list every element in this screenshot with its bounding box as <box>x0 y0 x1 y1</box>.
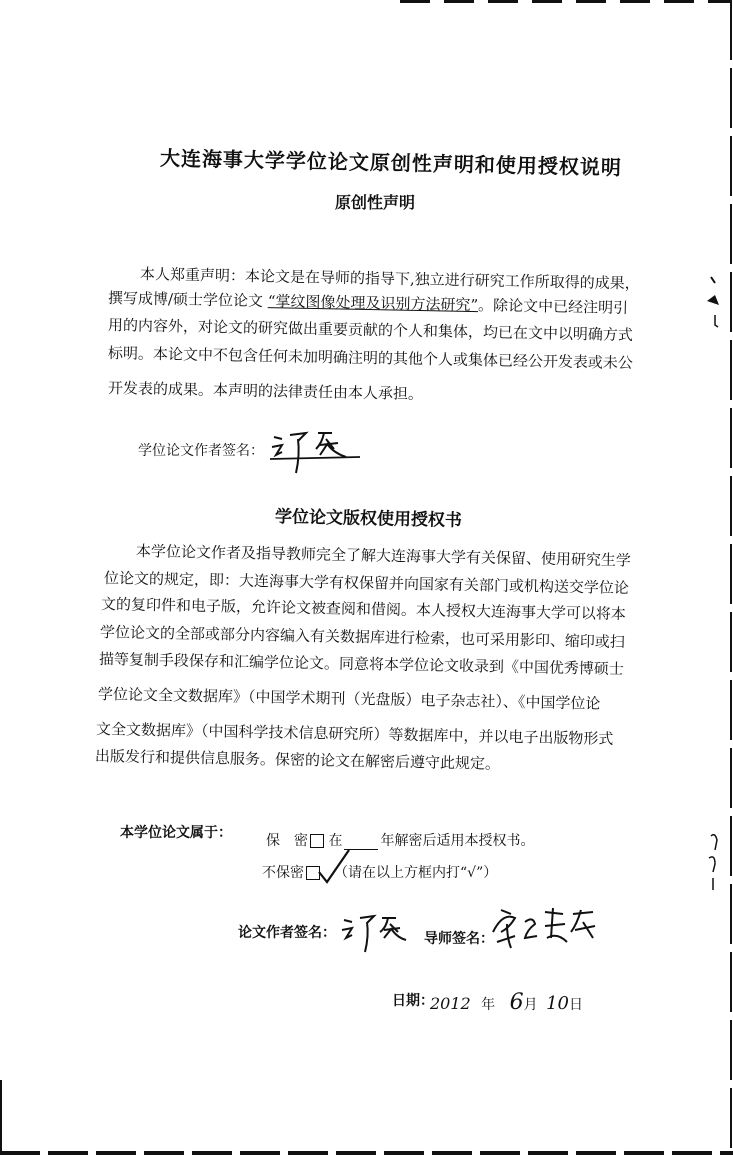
classification-label: 本学位论文属于： <box>120 825 232 841</box>
page-title: 大连海事大学学位论文原创性声明和使用授权说明 <box>159 146 623 180</box>
authorization-line-4: 学位论文的全部或部分内容编入有关数据库进行检索，也可采用影印、缩印或扫 <box>99 623 626 652</box>
date-day-unit: 日 <box>568 997 583 1013</box>
bottom-scan-mark <box>0 1151 733 1155</box>
secret-in-label: 在 <box>328 833 343 849</box>
date-value <box>430 990 583 1015</box>
date-label: 日期： <box>392 993 434 1009</box>
right-edge-scan-line <box>730 0 732 1155</box>
author-signature-handwriting <box>340 912 410 958</box>
left-edge-scan-mark <box>0 1080 2 1155</box>
declaration-line-1: 本人郑重声明：本论文是在导师的指导下,独立进行研究工作所取得的成果， <box>139 265 640 293</box>
authorization-line-7: 文全文数据库》（中国科学技术信息研究所）等数据库中，并以电子出版物形式 <box>95 720 614 748</box>
section-title-authorization: 学位论文版权使用授权书 <box>274 507 463 531</box>
secret-option-label: 保 密 <box>266 833 308 849</box>
authorization-line-6: 学位论文全文数据库》（中国学术期刊（光盘版）电子杂志社）、《中国学位论 <box>97 685 601 713</box>
declaration-line-3: 用的内容外，对论文的研究做出重要贡献的个人和集体，均已在文中以明确方式 <box>107 316 634 345</box>
nonsecret-option-label: 不保密 <box>262 865 304 881</box>
nonsecret-option-row <box>262 862 497 882</box>
right-edge-marks-bottom <box>703 832 723 912</box>
authorization-line-8: 出版发行和提供信息服务。保密的论文在解密后遵守此规定。 <box>94 747 501 773</box>
checkbox-instruction: （请在以上方框内打“√”） <box>334 865 498 881</box>
author-handwritten-signature <box>268 425 378 475</box>
secret-suffix: 年解密后适用本授权书。 <box>380 833 535 849</box>
right-edge-marks-top <box>703 275 723 335</box>
date-month-unit: 月 <box>523 997 538 1013</box>
section-title-originality: 原创性声明 <box>335 193 416 212</box>
authorization-line-2: 位论文的规定，即：大连海事大学有权保留并向国家有关部门或机构送交学位论 <box>103 569 630 598</box>
authorization-line-1: 本学位论文作者及指导教师完全了解大连海事大学有关保留、使用研究生学 <box>135 542 632 570</box>
authorization-line-5: 描等复制手段保存和汇编学位论文。同意将本学位论文收录到《中国优秀博硕士 <box>98 650 625 679</box>
declaration-line-4: 标明。本论文中不包含任何未加明确注明的其他个人或集体已经公开发表或未公 <box>107 344 634 373</box>
supervisor-signature-handwriting <box>487 902 607 954</box>
top-scan-mark <box>400 0 730 3</box>
declaration-line-2-suffix: 。除论文中已经注明引 <box>477 296 629 317</box>
author-sign-label: 论文作者签名： <box>238 925 336 941</box>
date-month: 6 <box>509 990 524 1015</box>
secret-option-row <box>266 830 534 850</box>
date-day: 10 <box>546 993 569 1014</box>
declaration-line-5: 开发表的成果。本声明的法律责任由本人承担。 <box>107 379 424 404</box>
thesis-title: “掌纹图像处理及识别方法研究” <box>267 292 479 315</box>
nonsecret-check-mark <box>313 846 353 886</box>
supervisor-sign-label: 导师签名： <box>424 931 494 947</box>
authorization-line-3: 文的复印件和电子版，允许论文被查阅和借阅。本人授权大连海事大学可以将本 <box>100 595 627 624</box>
date-year: 2012 <box>430 994 471 1013</box>
author-signature-label: 学位论文作者签名： <box>138 443 264 459</box>
declaration-line-2-prefix: 撰写成博/硕士学位论文 <box>107 289 264 310</box>
date-year-unit: 年 <box>481 997 496 1013</box>
